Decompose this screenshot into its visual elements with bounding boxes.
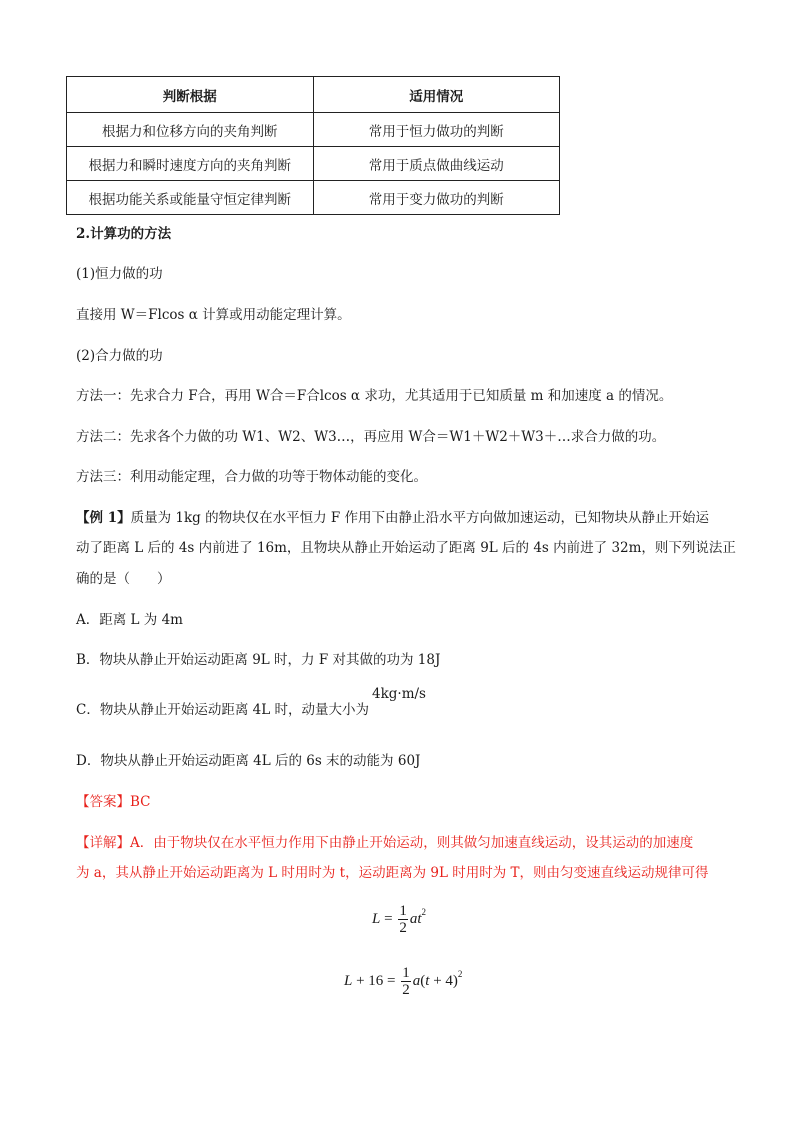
answer: 【答案】BC: [76, 794, 151, 810]
equation-1: L = $\frac{1}{2}$ $at^2$: [372, 903, 426, 936]
example-text: 质量为 1kg 的物块仅在水平恒力 F 作用下由静止沿水平方向做加速运动，已知物块从静止开始运: [130, 510, 710, 526]
option-d: D．物块从静止开始运动距离 4L 后的 6s 末的动能为 60J: [76, 753, 421, 769]
table-cell: 根据功能关系或能量守恒定律判断: [67, 181, 314, 215]
table-cell: 常用于变力做功的判断: [313, 181, 560, 215]
option-c-value: 4kg·m/s: [372, 686, 426, 702]
table-row: [67, 181, 560, 215]
method-one: 方法一：先求合力 F合，再用 W合＝F合lcos α 求功，尤其适用于已知质量 m 和加速度 a 的情况。: [76, 388, 673, 404]
table-header-row: [67, 77, 560, 113]
table-cell: 根据力和瞬时速度方向的夹角判断: [67, 147, 314, 181]
table-header: 适用情况: [313, 77, 560, 113]
table-header: 判断根据: [67, 77, 314, 113]
example-line-1: [76, 506, 709, 526]
example-label: 【例 1】: [76, 510, 131, 526]
table-cell: 常用于恒力做功的判断: [313, 113, 560, 147]
paragraph-constant-force: 直接用 W＝Flcos α 计算或用动能定理计算。: [76, 307, 351, 323]
section-heading: 2.计算功的方法: [76, 226, 172, 242]
method-two: 方法二：先求各个力做的功 W1、W2、W3…，再应用 W合＝W1＋W2＋W3＋…求合力做的功。: [76, 429, 666, 445]
subheading-constant-force: (1)恒力做的功: [76, 266, 163, 282]
table-row: [67, 147, 560, 181]
criteria-table: [66, 76, 560, 215]
table-cell: 根据力和位移方向的夹角判断: [67, 113, 314, 147]
detail-line-1: 【详解】A．由于物块仅在水平恒力作用下由静止开始运动，则其做匀加速直线运动，设其运动的加速度: [76, 835, 694, 851]
detail-line-2: 为 a，其从静止开始运动距离为 L 时用时为 t，运动距离为 9L 时用时为 T，则由匀变速直线运动规律可得: [76, 865, 709, 881]
subheading-net-force: (2)合力做的功: [76, 348, 163, 364]
table-row: [67, 113, 560, 147]
example-line-3: 确的是（ ）: [76, 571, 171, 587]
option-b: B．物块从静止开始运动距离 9L 时，力 F 对其做的功为 18J: [76, 652, 441, 668]
table-cell: 常用于质点做曲线运动: [313, 147, 560, 181]
example-line-2: 动了距离 L 后的 4s 内前进了 16m，且物块从静止开始运动了距离 9L 后的 4s 内前进了 32m，则下列说法正: [76, 540, 736, 556]
method-three: 方法三：利用动能定理，合力做的功等于物体动能的变化。: [76, 469, 427, 485]
option-c: C．物块从静止开始运动距离 4L 时，动量大小为: [76, 702, 369, 718]
equation-2: L + 16 = $\frac{1}{2}$ $a(t + 4)^2$: [344, 965, 463, 998]
option-a: A．距离 L 为 4m: [76, 612, 183, 628]
